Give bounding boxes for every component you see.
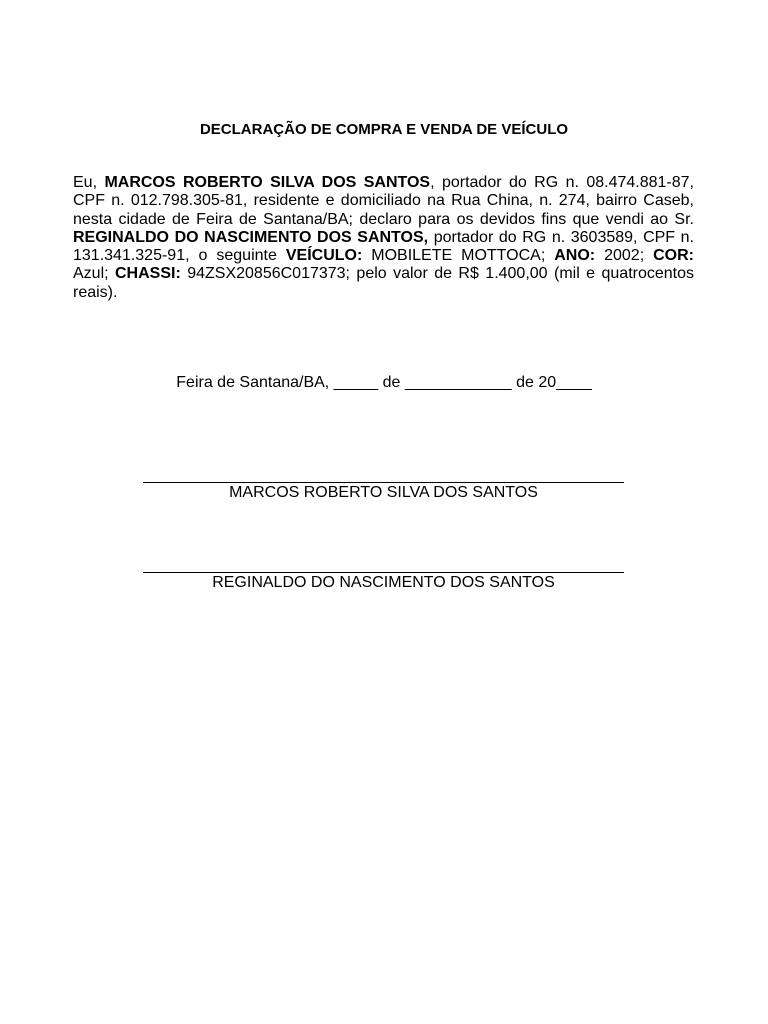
vehicle-value: MOBILETE MOTTOCA;	[362, 247, 555, 265]
paragraph-text: , portador do RG n. 08.474.881-87, CPF n. 012.798.305-81, residente e domiciliado na Rua China, n. 274, bairro Caseb, nesta cidade de Feira de Santana/BA; declaro para os devidos fins que vendi ao Sr.	[73, 174, 694, 228]
chassis-label: CHASSI:	[115, 265, 181, 283]
chassis-value: 94ZSX20856C017373; pelo valor de R$ 1.400,00 (mil e quatrocentos reais).	[73, 265, 695, 301]
seller-name: MARCOS ROBERTO SILVA DOS SANTOS	[104, 174, 431, 191]
buyer-signature-name: REGINALDO DO NASCIMENTO DOS SANTOS	[212, 574, 555, 591]
buyer-name: REGINALDO DO NASCIMENTO DOS SANTOS,	[73, 228, 429, 246]
paragraph-text: portador do RG n. 3603589, CPF n. 131.341.325-91, o seguinte	[73, 228, 695, 265]
document-title: DECLARAÇÃO DE COMPRA E VENDA DE VEÍCULO	[199, 121, 569, 138]
signature-line	[143, 572, 624, 573]
color-label: COR:	[653, 247, 694, 265]
vehicle-label: VEÍCULO:	[285, 247, 363, 265]
date-line: Feira de Santana/BA, _____ de ____________ de 20____	[176, 374, 592, 391]
year-value: 2002;	[595, 247, 654, 265]
buyer-signature-block	[143, 555, 624, 592]
signature-line	[143, 482, 624, 483]
paragraph-text: Eu,	[73, 174, 105, 191]
color-value: Azul;	[73, 265, 115, 283]
seller-signature-block	[143, 465, 624, 502]
declaration-paragraph	[73, 174, 694, 302]
year-label: ANO:	[554, 247, 596, 265]
seller-signature-name: MARCOS ROBERTO SILVA DOS SANTOS	[229, 484, 538, 501]
